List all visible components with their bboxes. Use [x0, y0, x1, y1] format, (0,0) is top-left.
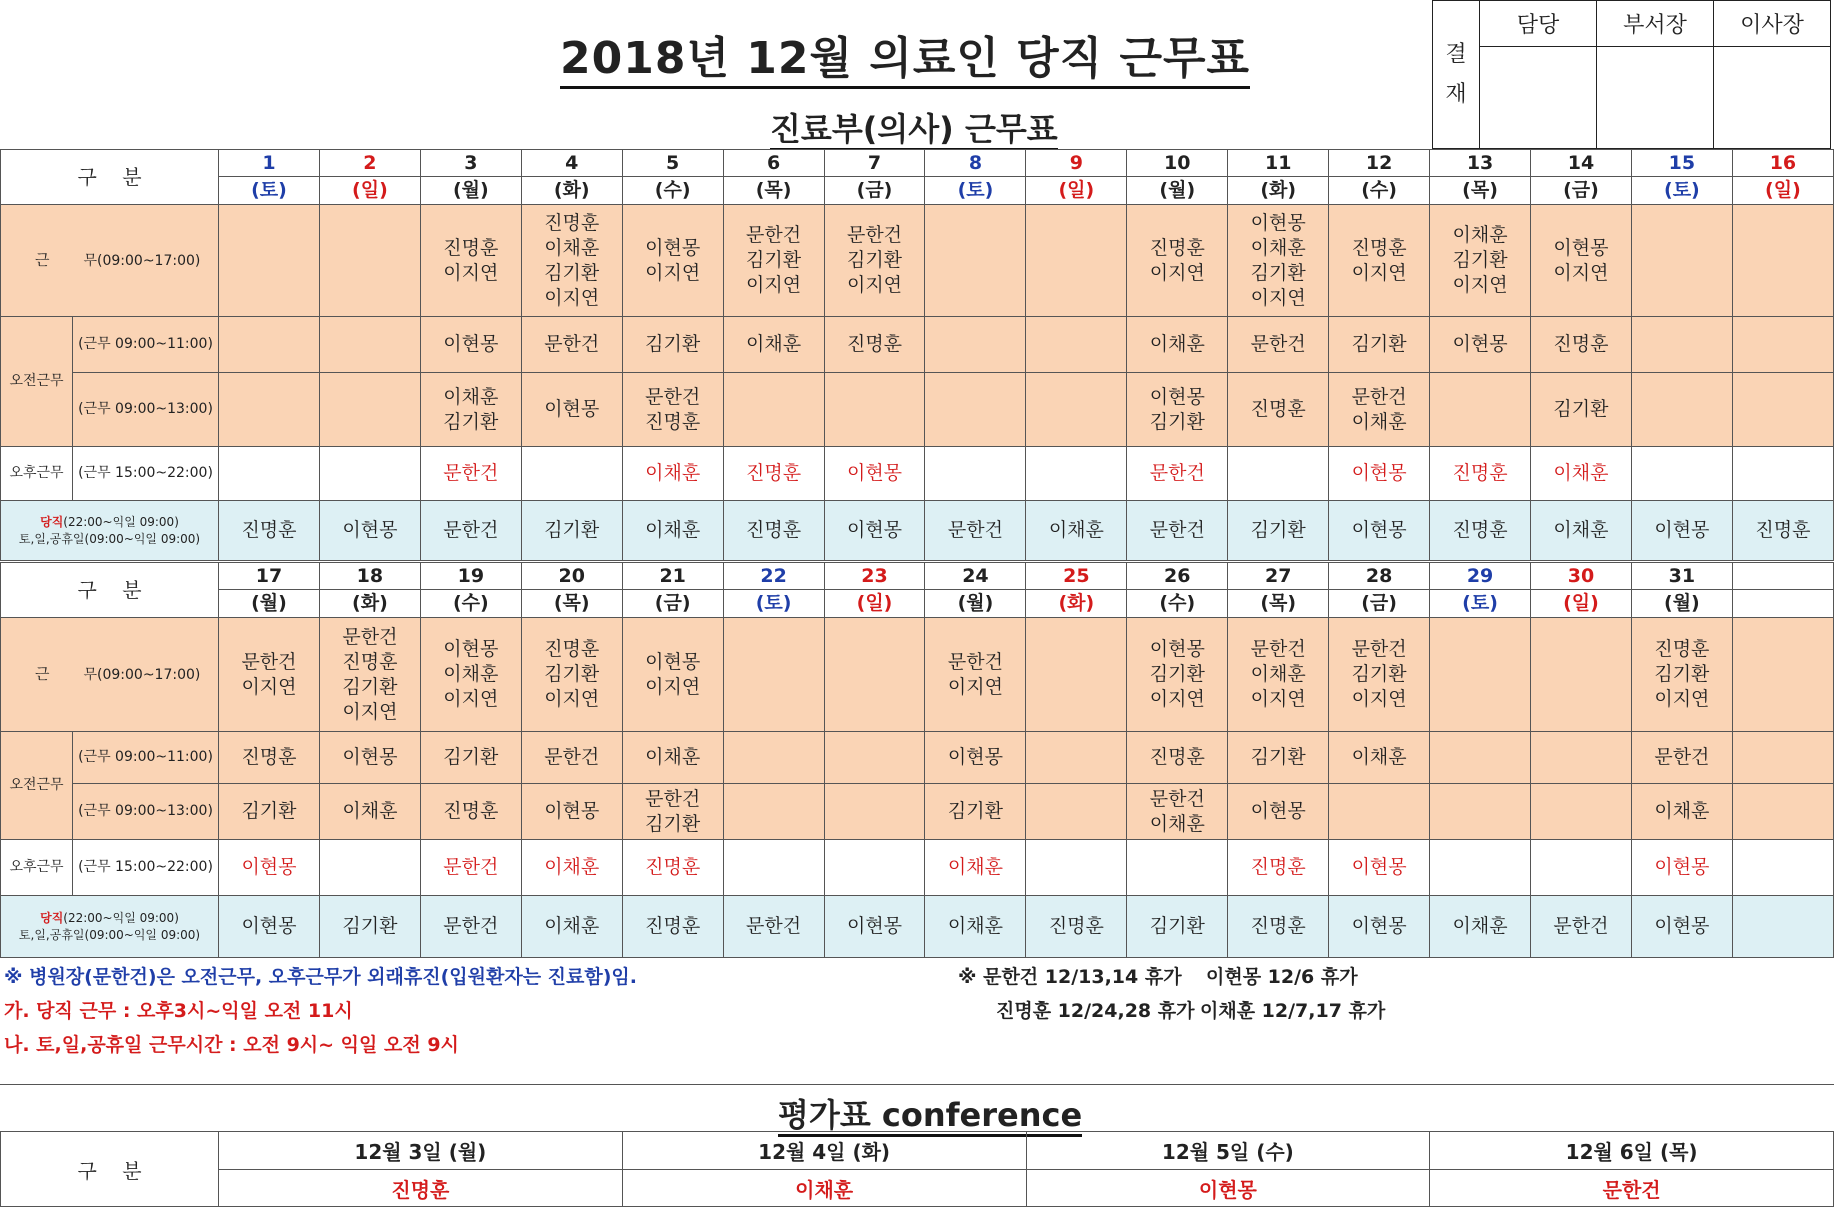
duty-cell[interactable]: 문한건 — [1531, 896, 1632, 958]
day-of-week: (일) — [319, 177, 420, 205]
day-of-week: (월) — [420, 177, 521, 205]
am1-cell[interactable]: 진명훈 — [219, 732, 320, 784]
am2-cell[interactable] — [219, 373, 320, 447]
am1-cell[interactable] — [219, 317, 320, 373]
am2-cell[interactable] — [1732, 784, 1833, 840]
day-number: 10 — [1127, 150, 1228, 177]
day-of-week: (수) — [622, 177, 723, 205]
pm-cell[interactable]: 진명훈 — [1430, 447, 1531, 501]
approval-label: 결 재 — [1433, 1, 1480, 149]
row-label-am: 오전근무 — [1, 317, 73, 447]
am1-cell[interactable] — [1026, 317, 1127, 373]
pm-cell[interactable] — [1228, 447, 1329, 501]
am2-cell[interactable]: 문한건 김기환 — [622, 784, 723, 840]
am1-cell[interactable]: 문한건 — [1631, 732, 1732, 784]
am2-cell[interactable]: 김기환 — [1531, 373, 1632, 447]
conference-presenter: 문한건 — [1430, 1170, 1834, 1207]
duty-cell[interactable]: 이채훈 — [622, 501, 723, 561]
pm-cell[interactable]: 진명훈 — [723, 447, 824, 501]
day-of-week: (토) — [925, 177, 1026, 205]
day-of-week: (목) — [723, 177, 824, 205]
duty-cell[interactable]: 김기환 — [1127, 896, 1228, 958]
work-cell[interactable]: 문한건 이지연 — [219, 618, 320, 732]
schedule-week1 — [0, 149, 1834, 561]
day-of-week: (수) — [1127, 590, 1228, 618]
document-title: 2018년 12월 의료인 당직 근무표 — [560, 22, 1280, 86]
duty-cell[interactable]: 김기환 — [521, 501, 622, 561]
am1-cell[interactable] — [1026, 732, 1127, 784]
work-cell[interactable]: 진명훈 이지연 — [420, 205, 521, 317]
am1-cell[interactable]: 김기환 — [1228, 732, 1329, 784]
conference-gubun: 구 분 — [1, 1132, 219, 1207]
note-director: ※ 병원장(문한건)은 오전근무, 오후근무가 외래휴진(입원환자는 진료함)임. — [4, 966, 637, 988]
day-number: 5 — [622, 150, 723, 177]
work-cell[interactable]: 이현몽 이지연 — [622, 618, 723, 732]
am1-cell[interactable] — [1732, 317, 1833, 373]
am2-cell[interactable]: 진명훈 — [420, 784, 521, 840]
pm-cell[interactable]: 이현몽 — [1631, 840, 1732, 896]
note-duty-hours: 가. 당직 근무 : 오후3시~익일 오전 11시 — [4, 1000, 353, 1022]
am2-cell[interactable]: 문한건 진명훈 — [622, 373, 723, 447]
duty-cell[interactable]: 문한건 — [420, 896, 521, 958]
duty-cell[interactable]: 진명훈 — [219, 501, 320, 561]
am2-cell[interactable] — [1026, 373, 1127, 447]
am1-cell[interactable]: 이채훈 — [622, 732, 723, 784]
day-of-week: (토) — [723, 590, 824, 618]
am2-cell[interactable] — [723, 784, 824, 840]
day-number: 15 — [1631, 150, 1732, 177]
duty-cell[interactable]: 문한건 — [420, 501, 521, 561]
row-label-am2: (근무 09:00~13:00) — [73, 373, 219, 447]
day-of-week: (화) — [1026, 590, 1127, 618]
work-cell[interactable]: 이현몽 이채훈 김기환 이지연 — [1228, 205, 1329, 317]
am1-cell[interactable]: 문한건 — [1228, 317, 1329, 373]
day-of-week: (일) — [1732, 177, 1833, 205]
day-number: 11 — [1228, 150, 1329, 177]
duty-cell[interactable]: 이현몽 — [1631, 896, 1732, 958]
row-label-pm: 오후근무 — [1, 447, 73, 501]
duty-cell[interactable]: 진명훈 — [723, 501, 824, 561]
day-number — [1732, 563, 1833, 590]
pm-cell[interactable] — [925, 447, 1026, 501]
duty-cell[interactable]: 이채훈 — [1026, 501, 1127, 561]
day-number: 3 — [420, 150, 521, 177]
am2-cell[interactable]: 이현몽 — [521, 784, 622, 840]
conference-date: 12월 4일 (화) — [622, 1132, 1026, 1170]
work-cell[interactable] — [1026, 205, 1127, 317]
day-of-week — [1732, 590, 1833, 618]
day-of-week: (화) — [1228, 177, 1329, 205]
work-cell[interactable]: 문한건 이지연 — [925, 618, 1026, 732]
pm-cell[interactable]: 문한건 — [420, 840, 521, 896]
am1-cell[interactable]: 이현몽 — [1430, 317, 1531, 373]
work-cell[interactable]: 진명훈 김기환 이지연 — [1631, 618, 1732, 732]
row-label-pm-hours: (근무 15:00~22:00) — [73, 840, 219, 896]
am1-cell[interactable]: 이현몽 — [420, 317, 521, 373]
conference-date: 12월 6일 (목) — [1430, 1132, 1834, 1170]
day-of-week: (목) — [1430, 177, 1531, 205]
work-cell[interactable] — [219, 205, 320, 317]
work-cell[interactable]: 문한건 김기환 이지연 — [723, 205, 824, 317]
day-number: 6 — [723, 150, 824, 177]
pm-cell[interactable] — [1430, 840, 1531, 896]
approval-sign-dept-head[interactable] — [1597, 47, 1714, 149]
gubun-label: 구 분 — [1, 563, 219, 618]
conference-date: 12월 5일 (수) — [1026, 1132, 1430, 1170]
day-number: 22 — [723, 563, 824, 590]
conference-title: 평가표 conference — [778, 1090, 1082, 1136]
am2-cell[interactable]: 이채훈 — [319, 784, 420, 840]
duty-cell[interactable]: 이현몽 — [319, 501, 420, 561]
pm-cell[interactable]: 문한건 — [420, 447, 521, 501]
pm-cell[interactable]: 이현몽 — [219, 840, 320, 896]
pm-cell[interactable]: 이채훈 — [925, 840, 1026, 896]
row-label-duty: 당직(22:00~익일 09:00) 토,일,공휴일(09:00~익일 09:00) — [1, 896, 219, 958]
duty-cell[interactable]: 이현몽 — [1329, 501, 1430, 561]
am2-cell[interactable]: 문한건 이채훈 — [1127, 784, 1228, 840]
am1-cell[interactable]: 이현몽 — [319, 732, 420, 784]
am1-cell[interactable] — [1732, 732, 1833, 784]
work-cell[interactable]: 진명훈 김기환 이지연 — [521, 618, 622, 732]
am1-cell[interactable]: 문한건 — [521, 317, 622, 373]
pm-cell[interactable] — [723, 840, 824, 896]
am2-cell[interactable]: 이현몽 — [521, 373, 622, 447]
am2-cell[interactable] — [824, 373, 925, 447]
schedule-week2 — [0, 562, 1834, 958]
work-cell[interactable]: 진명훈 이지연 — [1329, 205, 1430, 317]
am2-cell[interactable] — [1732, 373, 1833, 447]
pm-cell[interactable] — [521, 447, 622, 501]
duty-cell[interactable]: 문한건 — [723, 896, 824, 958]
row-label-am1: (근무 09:00~11:00) — [73, 732, 219, 784]
day-number: 13 — [1430, 150, 1531, 177]
pm-cell[interactable] — [1732, 840, 1833, 896]
am2-cell[interactable] — [319, 373, 420, 447]
duty-cell[interactable]: 진명훈 — [1732, 501, 1833, 561]
am1-cell[interactable]: 문한건 — [521, 732, 622, 784]
am2-cell[interactable]: 이현몽 — [1228, 784, 1329, 840]
day-of-week: (토) — [1430, 590, 1531, 618]
day-of-week: (목) — [521, 590, 622, 618]
am1-cell[interactable] — [925, 317, 1026, 373]
am1-cell[interactable]: 진명훈 — [1127, 732, 1228, 784]
day-number: 28 — [1329, 563, 1430, 590]
pm-cell[interactable] — [1732, 447, 1833, 501]
day-of-week: (토) — [219, 177, 320, 205]
pm-cell[interactable]: 이현몽 — [1329, 447, 1430, 501]
day-number: 20 — [521, 563, 622, 590]
am1-cell[interactable] — [723, 732, 824, 784]
approval-sign-manager[interactable] — [1480, 47, 1597, 149]
row-label-am1: (근무 09:00~11:00) — [73, 317, 219, 373]
work-cell[interactable]: 문한건 김기환 이지연 — [824, 205, 925, 317]
day-number: 29 — [1430, 563, 1531, 590]
pm-cell[interactable]: 이채훈 — [622, 447, 723, 501]
am2-cell[interactable]: 진명훈 — [1228, 373, 1329, 447]
day-of-week: (월) — [219, 590, 320, 618]
am2-cell[interactable]: 김기환 — [219, 784, 320, 840]
day-of-week: (월) — [925, 590, 1026, 618]
approval-col-chairman: 이사장 — [1714, 1, 1831, 47]
duty-cell[interactable]: 이현몽 — [824, 501, 925, 561]
duty-cell[interactable] — [1732, 896, 1833, 958]
row-label-pm-hours: (근무 15:00~22:00) — [73, 447, 219, 501]
work-cell[interactable]: 이현몽 이지연 — [622, 205, 723, 317]
work-cell[interactable] — [723, 618, 824, 732]
row-label-work: 근 무(09:00~17:00) — [1, 205, 219, 317]
duty-cell[interactable]: 김기환 — [1228, 501, 1329, 561]
day-number: 7 — [824, 150, 925, 177]
duty-cell[interactable]: 이채훈 — [925, 896, 1026, 958]
row-label-work: 근 무(09:00~17:00) — [1, 618, 219, 732]
note-vacation-3: 진명훈 12/24,28 휴가 — [996, 1000, 1195, 1022]
pm-cell[interactable] — [319, 840, 420, 896]
duty-cell[interactable]: 이현몽 — [219, 896, 320, 958]
work-cell[interactable] — [319, 205, 420, 317]
work-cell[interactable]: 문한건 이채훈 이지연 — [1228, 618, 1329, 732]
am2-cell[interactable] — [1531, 784, 1632, 840]
pm-cell[interactable]: 이현몽 — [1329, 840, 1430, 896]
pm-cell[interactable] — [1531, 840, 1632, 896]
am1-cell[interactable]: 김기환 — [622, 317, 723, 373]
am2-cell[interactable]: 이채훈 김기환 — [420, 373, 521, 447]
work-cell[interactable]: 이현몽 이지연 — [1531, 205, 1632, 317]
day-of-week: (금) — [622, 590, 723, 618]
day-number: 9 — [1026, 150, 1127, 177]
am1-cell[interactable] — [1531, 732, 1632, 784]
day-number: 18 — [319, 563, 420, 590]
row-label-am: 오전근무 — [1, 732, 73, 840]
day-of-week: (화) — [521, 177, 622, 205]
work-cell[interactable]: 문한건 진명훈 김기환 이지연 — [319, 618, 420, 732]
day-of-week: (일) — [1531, 590, 1632, 618]
am1-cell[interactable]: 이현몽 — [925, 732, 1026, 784]
day-of-week: (화) — [319, 590, 420, 618]
day-number: 12 — [1329, 150, 1430, 177]
duty-cell[interactable]: 이채훈 — [1531, 501, 1632, 561]
am1-cell[interactable] — [1631, 317, 1732, 373]
work-cell[interactable] — [1732, 205, 1833, 317]
gubun-label: 구 분 — [1, 150, 219, 205]
day-of-week: (목) — [1228, 590, 1329, 618]
day-number: 1 — [219, 150, 320, 177]
day-of-week: (월) — [1127, 177, 1228, 205]
row-label-am2: (근무 09:00~13:00) — [73, 784, 219, 840]
pm-cell[interactable]: 진명훈 — [622, 840, 723, 896]
day-of-week: (금) — [1531, 177, 1632, 205]
am1-cell[interactable]: 김기환 — [420, 732, 521, 784]
day-of-week: (수) — [420, 590, 521, 618]
day-number: 27 — [1228, 563, 1329, 590]
pm-cell[interactable] — [1026, 447, 1127, 501]
work-cell[interactable]: 이채훈 김기환 이지연 — [1430, 205, 1531, 317]
note-vacation-2: 이현몽 12/6 휴가 — [1206, 966, 1358, 988]
day-of-week: (금) — [824, 177, 925, 205]
approval-sign-chairman[interactable] — [1714, 47, 1831, 149]
am1-cell[interactable]: 이채훈 — [723, 317, 824, 373]
duty-cell[interactable]: 문한건 — [1127, 501, 1228, 561]
duty-cell[interactable]: 진명훈 — [1430, 501, 1531, 561]
approval-col-manager: 담당 — [1480, 1, 1597, 47]
day-of-week: (일) — [824, 590, 925, 618]
conference-presenter: 이현몽 — [1026, 1170, 1430, 1207]
day-number: 19 — [420, 563, 521, 590]
conference-presenter: 진명훈 — [219, 1170, 623, 1207]
note-weekend-hours: 나. 토,일,공휴일 근무시간 : 오전 9시~ 익일 오전 9시 — [4, 1034, 459, 1056]
day-number: 4 — [521, 150, 622, 177]
day-number: 30 — [1531, 563, 1632, 590]
am1-cell[interactable]: 이채훈 — [1329, 732, 1430, 784]
day-of-week: (금) — [1329, 590, 1430, 618]
approval-col-dept-head: 부서장 — [1597, 1, 1714, 47]
duty-cell[interactable]: 이채훈 — [1430, 896, 1531, 958]
day-number: 25 — [1026, 563, 1127, 590]
conference-presenter: 이채훈 — [622, 1170, 1026, 1207]
am2-cell[interactable] — [1430, 373, 1531, 447]
conference-table — [0, 1131, 1834, 1207]
pm-cell[interactable]: 문한건 — [1127, 447, 1228, 501]
am1-cell[interactable]: 진명훈 — [824, 317, 925, 373]
am2-cell[interactable] — [1430, 784, 1531, 840]
pm-cell[interactable] — [219, 447, 320, 501]
day-number: 23 — [824, 563, 925, 590]
am1-cell[interactable]: 이채훈 — [1127, 317, 1228, 373]
am1-cell[interactable] — [1430, 732, 1531, 784]
duty-cell[interactable]: 이채훈 — [521, 896, 622, 958]
duty-cell[interactable]: 이현몽 — [1631, 501, 1732, 561]
day-of-week: (월) — [1631, 590, 1732, 618]
am1-cell[interactable]: 김기환 — [1329, 317, 1430, 373]
pm-cell[interactable]: 진명훈 — [1228, 840, 1329, 896]
work-cell[interactable] — [1732, 618, 1833, 732]
note-vacation-4: 이채훈 12/7,17 휴가 — [1200, 1000, 1386, 1022]
duty-cell[interactable]: 진명훈 — [622, 896, 723, 958]
work-cell[interactable]: 이현몽 이채훈 이지연 — [420, 618, 521, 732]
pm-cell[interactable] — [1631, 447, 1732, 501]
work-cell[interactable]: 이현몽 김기환 이지연 — [1127, 618, 1228, 732]
duty-cell[interactable]: 문한건 — [925, 501, 1026, 561]
am1-cell[interactable] — [824, 732, 925, 784]
day-of-week: (일) — [1026, 177, 1127, 205]
schedule-subtitle: 진료부(의사) 근무표 — [770, 104, 1058, 150]
conference-date: 12월 3일 (월) — [219, 1132, 623, 1170]
approval-box — [1432, 0, 1831, 149]
work-cell[interactable] — [824, 618, 925, 732]
work-cell[interactable]: 문한건 김기환 이지연 — [1329, 618, 1430, 732]
work-cell[interactable] — [925, 205, 1026, 317]
day-number: 31 — [1631, 563, 1732, 590]
day-number: 8 — [925, 150, 1026, 177]
day-number: 26 — [1127, 563, 1228, 590]
am2-cell[interactable]: 문한건 이채훈 — [1329, 373, 1430, 447]
am2-cell[interactable] — [1026, 784, 1127, 840]
work-cell[interactable]: 진명훈 이지연 — [1127, 205, 1228, 317]
day-number: 16 — [1732, 150, 1833, 177]
am2-cell[interactable]: 이채훈 — [1631, 784, 1732, 840]
pm-cell[interactable] — [824, 840, 925, 896]
duty-cell[interactable]: 이현몽 — [824, 896, 925, 958]
work-cell[interactable] — [1531, 618, 1632, 732]
am2-cell[interactable]: 이현몽 김기환 — [1127, 373, 1228, 447]
am2-cell[interactable] — [1329, 784, 1430, 840]
am1-cell[interactable]: 진명훈 — [1531, 317, 1632, 373]
day-of-week: (토) — [1631, 177, 1732, 205]
pm-cell[interactable] — [1127, 840, 1228, 896]
pm-cell[interactable]: 이채훈 — [521, 840, 622, 896]
work-cell[interactable] — [1026, 618, 1127, 732]
pm-cell[interactable]: 이채훈 — [1531, 447, 1632, 501]
am2-cell[interactable] — [824, 784, 925, 840]
row-label-duty: 당직(22:00~익일 09:00) 토,일,공휴일(09:00~익일 09:00) — [1, 501, 219, 561]
day-number: 21 — [622, 563, 723, 590]
day-number: 24 — [925, 563, 1026, 590]
day-of-week: (수) — [1329, 177, 1430, 205]
duty-cell[interactable]: 이현몽 — [1329, 896, 1430, 958]
duty-cell[interactable]: 진명훈 — [1228, 896, 1329, 958]
work-cell[interactable] — [1631, 205, 1732, 317]
duty-cell[interactable]: 김기환 — [319, 896, 420, 958]
pm-cell[interactable] — [1026, 840, 1127, 896]
day-number: 2 — [319, 150, 420, 177]
row-label-pm: 오후근무 — [1, 840, 73, 896]
am2-cell[interactable] — [1631, 373, 1732, 447]
pm-cell[interactable] — [319, 447, 420, 501]
am2-cell[interactable]: 김기환 — [925, 784, 1026, 840]
am2-cell[interactable] — [925, 373, 1026, 447]
note-vacation-1: ※ 문한건 12/13,14 휴가 — [958, 966, 1182, 988]
day-number: 14 — [1531, 150, 1632, 177]
am2-cell[interactable] — [723, 373, 824, 447]
work-cell[interactable] — [1430, 618, 1531, 732]
section-divider — [0, 1084, 1834, 1085]
am1-cell[interactable] — [319, 317, 420, 373]
work-cell[interactable]: 진명훈 이채훈 김기환 이지연 — [521, 205, 622, 317]
day-number: 17 — [219, 563, 320, 590]
duty-cell[interactable]: 진명훈 — [1026, 896, 1127, 958]
pm-cell[interactable]: 이현몽 — [824, 447, 925, 501]
